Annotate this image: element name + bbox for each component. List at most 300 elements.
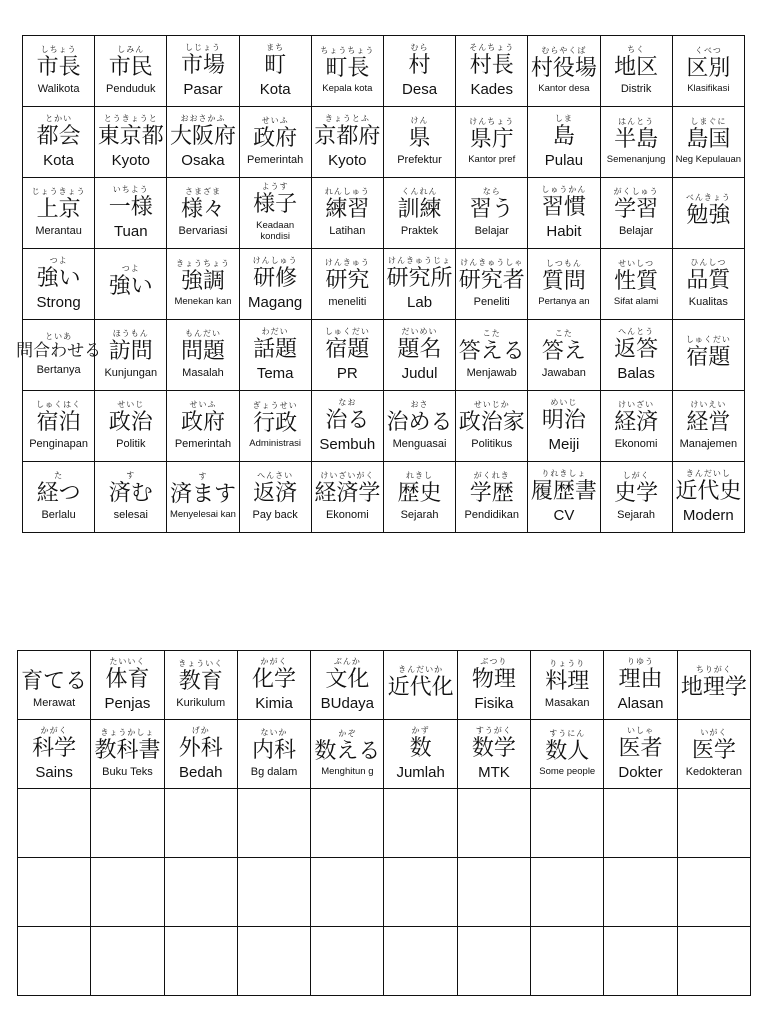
furigana-reading: ないか	[260, 728, 288, 738]
meaning-text: Tuan	[113, 223, 148, 241]
vocab-cell	[164, 789, 237, 858]
kanji-word: 研究	[325, 268, 370, 294]
kanji-word: 宿泊	[36, 410, 81, 436]
kanji-word: 育てる	[21, 669, 88, 695]
furigana-reading: けんきゅう	[324, 258, 370, 268]
kanji-word: 政治家	[458, 410, 525, 436]
vocab-cell	[311, 391, 383, 462]
furigana-reading: すうにん	[549, 728, 586, 738]
vocab-cell	[167, 391, 239, 462]
meaning-text: Merawat	[33, 697, 76, 710]
furigana-reading: りれきしょ	[541, 468, 587, 478]
table-row	[23, 391, 745, 462]
vocab-cell	[528, 462, 600, 533]
vocab-entry	[165, 720, 237, 788]
furigana-reading: せいふ	[189, 400, 217, 410]
meaning-text: Kyoto	[328, 152, 367, 170]
furigana-reading: なら	[482, 187, 501, 197]
furigana-reading: もんだい	[184, 329, 221, 339]
kanji-word: 勉強	[686, 203, 731, 229]
vocab-cell	[528, 178, 600, 249]
vocab-cell	[95, 320, 167, 391]
vocab-entry	[238, 927, 310, 995]
vocab-cell	[456, 36, 528, 107]
vocab-cell	[311, 789, 384, 858]
kanji-word: 様子	[253, 192, 298, 218]
kanji-word: 履歴書	[530, 478, 597, 504]
vocab-cell	[18, 789, 91, 858]
vocab-entry	[167, 249, 238, 319]
meaning-text: MTK	[478, 764, 510, 782]
vocab-entry	[678, 858, 750, 926]
vocab-cell	[384, 858, 457, 927]
kanji-word: 東京都	[97, 123, 164, 149]
vocab-entry	[673, 320, 744, 390]
vocab-entry	[458, 720, 530, 788]
vocab-cell	[237, 789, 310, 858]
furigana-reading: こた	[554, 329, 573, 339]
vocab-cell	[384, 789, 457, 858]
table-row	[18, 720, 751, 789]
furigana-reading: しま	[554, 113, 573, 123]
meaning-text: Pulau	[544, 152, 584, 170]
kanji-word: 訓練	[397, 197, 442, 223]
kanji-word: 様々	[180, 197, 225, 223]
kanji-word: 県	[408, 126, 431, 152]
vocab-cell	[91, 927, 164, 996]
furigana-reading: こた	[482, 329, 501, 339]
meaning-text: meneliti	[328, 296, 367, 309]
furigana-reading: ちょうちょう	[320, 45, 375, 55]
meaning-text: Modern	[682, 507, 734, 525]
vocab-cell	[672, 462, 744, 533]
vocab-entry	[312, 391, 383, 461]
furigana-reading: おおさかふ	[180, 113, 226, 123]
meaning-text: Ekonomi	[325, 509, 369, 522]
vocab-cell	[383, 249, 455, 320]
furigana-reading: しつもん	[545, 258, 582, 268]
vocab-cell	[531, 858, 604, 927]
kanji-word: 大阪府	[169, 123, 236, 149]
vocab-entry	[23, 391, 94, 461]
vocab-entry	[458, 858, 530, 926]
vocab-entry	[384, 651, 456, 719]
meaning-text: Pemerintah	[247, 154, 304, 167]
vocab-cell	[23, 36, 95, 107]
vocab-entry	[95, 178, 166, 248]
vocab-entry	[238, 651, 310, 719]
kanji-word: 政治	[108, 410, 153, 436]
kanji-word: 教科書	[94, 738, 161, 764]
furigana-reading: だいめい	[401, 326, 438, 336]
kanji-word: 数	[409, 735, 432, 761]
meaning-text: selesai	[113, 509, 148, 522]
vocab-cell	[239, 391, 311, 462]
meaning-text: Semenanjung	[606, 154, 666, 166]
meaning-text: Klasifikasi	[687, 83, 730, 95]
vocab-entry	[167, 178, 238, 248]
furigana-reading: ぶつり	[480, 656, 508, 666]
vocab-entry	[456, 107, 527, 177]
furigana-reading: れきし	[406, 471, 434, 481]
meaning-text: Neg Kepulauan	[675, 154, 742, 166]
kanji-word: 研究者	[458, 268, 525, 294]
vocab-entry	[167, 462, 238, 532]
vocab-entry	[531, 651, 603, 719]
vocab-entry	[312, 249, 383, 319]
meaning-text: Menekan kan	[174, 296, 232, 308]
vocab-cell	[600, 320, 672, 391]
kanji-word: 答える	[458, 339, 525, 365]
furigana-reading: きょうかしょ	[100, 728, 155, 738]
meaning-text: Judul	[401, 365, 438, 383]
vocab-cell	[457, 858, 530, 927]
kanji-word: 数人	[545, 738, 590, 764]
vocab-cell	[677, 789, 750, 858]
furigana-reading: ようす	[261, 182, 289, 192]
meaning-text: Berlalu	[41, 509, 76, 522]
vocab-cell	[672, 391, 744, 462]
vocab-entry	[91, 651, 163, 719]
furigana-reading: はんとう	[618, 116, 655, 126]
vocab-entry	[384, 927, 456, 995]
kanji-word: 県庁	[469, 126, 514, 152]
kanji-word: 近代史	[675, 478, 742, 504]
meaning-text: Politikus	[471, 438, 513, 451]
meaning-text: Kantor pref	[468, 154, 516, 166]
vocab-entry	[312, 462, 383, 532]
meaning-text: Walikota	[37, 83, 80, 96]
meaning-text: Kualitas	[688, 296, 728, 309]
vocab-cell	[311, 178, 383, 249]
vocab-cell	[528, 320, 600, 391]
furigana-reading: しゅくだい	[324, 326, 370, 336]
kanji-word: 練習	[325, 197, 370, 223]
meaning-text: Kimia	[255, 695, 293, 713]
vocab-entry	[165, 927, 237, 995]
furigana-reading: めいじ	[550, 397, 578, 407]
meaning-text: Kunjungan	[104, 367, 158, 380]
vocab-entry	[18, 651, 90, 719]
meaning-text: Menjawab	[466, 367, 517, 380]
furigana-reading: とかい	[45, 113, 73, 123]
vocab-cell	[672, 178, 744, 249]
vocab-entry	[91, 720, 163, 788]
vocab-cell	[456, 178, 528, 249]
kanji-word: 返答	[614, 336, 659, 362]
kanji-word: 強調	[180, 268, 225, 294]
vocab-cell	[672, 249, 744, 320]
vocab-cell	[672, 107, 744, 178]
kanji-word: 文化	[325, 666, 370, 692]
vocab-cell	[167, 462, 239, 533]
vocab-entry	[165, 789, 237, 857]
vocab-entry	[240, 178, 311, 248]
vocab-table-1	[16, 35, 745, 533]
vocab-cell	[239, 462, 311, 533]
vocab-cell	[95, 178, 167, 249]
table-row	[23, 249, 745, 320]
kanji-word: 強い	[108, 274, 153, 300]
vocab-entry	[604, 858, 676, 926]
meaning-text: Politik	[116, 438, 146, 451]
vocab-cell	[95, 36, 167, 107]
meaning-text: Menguasai	[392, 438, 447, 451]
vocab-cell	[456, 391, 528, 462]
vocab-entry	[678, 927, 750, 995]
vocab-entry	[528, 178, 599, 248]
kanji-word: 習う	[469, 197, 514, 223]
kanji-word: 地区	[614, 55, 659, 81]
vocab-cell	[384, 720, 457, 789]
furigana-reading: いちよう	[112, 184, 149, 194]
furigana-reading: むらやくば	[541, 45, 587, 55]
furigana-reading: ぎょうせい	[252, 400, 298, 410]
vocab-entry	[384, 720, 456, 788]
kanji-word: 町長	[325, 55, 370, 81]
furigana-reading: けいえい	[690, 400, 727, 410]
furigana-reading: せいじ	[117, 400, 145, 410]
vocab-entry	[91, 858, 163, 926]
vocab-entry	[165, 858, 237, 926]
vocab-cell	[528, 107, 600, 178]
vocab-cell	[672, 36, 744, 107]
kanji-word: 上京	[36, 197, 81, 223]
meaning-text: Latihan	[329, 225, 366, 238]
meaning-text: Sains	[35, 764, 73, 782]
vocab-entry	[95, 391, 166, 461]
furigana-reading: かがく	[40, 725, 68, 735]
meaning-text: Magang	[248, 294, 303, 312]
vocab-cell	[457, 789, 530, 858]
vocab-cell	[528, 36, 600, 107]
kanji-word: 習慣	[541, 194, 586, 220]
vocab-entry	[528, 36, 599, 106]
furigana-reading: けいざい	[618, 400, 655, 410]
kanji-word: 答え	[541, 339, 586, 365]
vocab-entry	[91, 927, 163, 995]
vocab-cell	[600, 462, 672, 533]
vocab-cell	[311, 107, 383, 178]
vocab-cell	[167, 249, 239, 320]
vocab-cell	[237, 651, 310, 720]
furigana-reading: へんとう	[618, 326, 655, 336]
meaning-text: Kantor desa	[538, 83, 590, 95]
vocab-cell	[600, 107, 672, 178]
furigana-reading: せいふ	[261, 116, 289, 126]
table-row	[18, 927, 751, 996]
vocab-entry	[95, 320, 166, 390]
vocab-cell	[23, 107, 95, 178]
kanji-word: 地理学	[680, 675, 747, 701]
furigana-reading: くんれん	[401, 187, 438, 197]
vocab-cell	[456, 320, 528, 391]
vocab-entry	[604, 651, 676, 719]
vocab-entry	[23, 178, 94, 248]
vocab-cell	[383, 391, 455, 462]
furigana-reading: けんちょう	[469, 116, 515, 126]
meaning-text: Bervariasi	[178, 225, 228, 238]
table-row	[23, 320, 745, 391]
kanji-word: 問合わせる	[16, 340, 102, 361]
vocab-entry	[18, 927, 90, 995]
vocab-cell	[23, 391, 95, 462]
furigana-reading: かぞ	[338, 728, 357, 738]
vocab-cell	[237, 720, 310, 789]
furigana-reading: ぶんか	[333, 656, 361, 666]
meaning-text: Penjas	[104, 695, 151, 713]
vocab-entry	[311, 651, 383, 719]
vocab-cell	[23, 178, 95, 249]
vocab-entry	[311, 720, 383, 788]
meaning-text: Buku Teks	[102, 766, 153, 779]
kanji-word: 題名	[397, 336, 442, 362]
vocab-cell	[91, 651, 164, 720]
furigana-reading: ちく	[627, 45, 646, 55]
meaning-text: Penduduk	[106, 83, 156, 96]
furigana-reading: とうきょうと	[103, 113, 158, 123]
vocab-entry	[95, 249, 166, 319]
meaning-text: Sembuh	[319, 436, 376, 454]
furigana-reading: おさ	[410, 400, 429, 410]
vocab-cell	[239, 107, 311, 178]
kanji-word: 科学	[32, 735, 77, 761]
kanji-word: 経済学	[314, 481, 381, 507]
vocab-entry	[240, 462, 311, 532]
vocab-entry	[673, 249, 744, 319]
meaning-text: Sifat alami	[613, 296, 659, 308]
furigana-reading: きんだいか	[398, 665, 444, 675]
vocab-cell	[311, 927, 384, 996]
kanji-word: 区別	[686, 55, 731, 81]
vocab-cell	[239, 320, 311, 391]
kanji-word: 史学	[614, 481, 659, 507]
meaning-text: Sejarah	[617, 509, 656, 522]
vocab-entry	[240, 36, 311, 106]
meaning-text: Ekonomi	[614, 438, 658, 451]
meaning-text: Kurikulum	[176, 697, 226, 710]
vocab-entry	[604, 720, 676, 788]
vocab-entry	[23, 107, 94, 177]
kanji-word: 料理	[545, 669, 590, 695]
vocab-entry	[165, 651, 237, 719]
furigana-reading: た	[54, 471, 64, 481]
vocab-cell	[311, 462, 383, 533]
vocab-cell	[456, 107, 528, 178]
furigana-reading: きょういく	[178, 659, 224, 669]
vocab-cell	[604, 651, 677, 720]
meaning-text: Strong	[36, 294, 81, 312]
vocab-entry	[311, 789, 383, 857]
meaning-text: Prefektur	[397, 154, 442, 167]
furigana-reading: まち	[266, 42, 285, 52]
vocab-entry	[528, 462, 599, 532]
vocab-entry	[601, 107, 672, 177]
vocab-entry	[384, 178, 455, 248]
meaning-text: Menyelesai kan	[169, 509, 236, 521]
vocab-cell	[672, 320, 744, 391]
meaning-text: Osaka	[181, 152, 225, 170]
vocab-cell	[531, 651, 604, 720]
meaning-text: Desa	[402, 81, 438, 99]
kanji-word: 研究所	[386, 265, 453, 291]
table-row	[23, 462, 745, 533]
vocab-entry	[531, 720, 603, 788]
meaning-text: Lab	[407, 294, 433, 312]
kanji-word: 物理	[471, 666, 516, 692]
meaning-text: Sejarah	[400, 509, 439, 522]
vocab-cell	[18, 720, 91, 789]
meaning-text: CV	[553, 507, 575, 525]
meaning-text: Peneliti	[473, 296, 510, 309]
vocab-cell	[91, 789, 164, 858]
kanji-word: 町	[264, 52, 287, 78]
meaning-text: Distrik	[620, 83, 652, 96]
furigana-reading: す	[198, 471, 208, 481]
kanji-word: 学習	[614, 197, 659, 223]
kanji-word: 性質	[614, 268, 659, 294]
meaning-text: Dokter	[618, 764, 663, 782]
vocab-cell	[383, 107, 455, 178]
vocab-entry	[384, 858, 456, 926]
vocab-entry	[678, 720, 750, 788]
meaning-text: Kota	[43, 152, 75, 170]
vocab-entry	[95, 107, 166, 177]
furigana-reading: りゆう	[627, 656, 655, 666]
kanji-word: 村長	[469, 52, 514, 78]
vocab-entry	[673, 107, 744, 177]
kanji-word: 医学	[691, 738, 736, 764]
furigana-reading: しじょう	[184, 42, 221, 52]
vocab-cell	[311, 651, 384, 720]
vocab-cell	[383, 462, 455, 533]
vocab-entry	[458, 789, 530, 857]
kanji-word: 市長	[36, 55, 81, 81]
vocab-entry	[528, 107, 599, 177]
vocab-entry	[240, 391, 311, 461]
meaning-text: Praktek	[400, 225, 439, 238]
furigana-reading: れんしゅう	[324, 187, 370, 197]
kanji-word: 学歴	[469, 481, 514, 507]
vocab-cell	[237, 858, 310, 927]
meaning-text: Administrasi	[249, 438, 302, 450]
furigana-reading: せいしつ	[618, 258, 655, 268]
vocab-entry	[167, 320, 238, 390]
vocab-cell	[383, 320, 455, 391]
meaning-text: Alasan	[617, 695, 664, 713]
vocab-entry	[95, 36, 166, 106]
furigana-reading: けいざいがく	[320, 471, 375, 481]
meaning-text: Kedokteran	[685, 766, 742, 779]
vocab-cell	[528, 249, 600, 320]
vocab-table-2	[17, 650, 751, 996]
vocab-entry	[678, 651, 750, 719]
vocab-cell	[311, 858, 384, 927]
vocab-entry	[604, 789, 676, 857]
kanji-word: 村	[408, 52, 431, 78]
kanji-word: 研修	[253, 265, 298, 291]
vocab-entry	[601, 391, 672, 461]
meaning-text: Keadaan kondisi	[256, 219, 295, 242]
vocab-cell	[18, 858, 91, 927]
furigana-reading: がくしゅう	[613, 187, 659, 197]
meaning-text: Tema	[256, 365, 294, 383]
furigana-reading: けんきゅうしゃ	[460, 258, 524, 268]
furigana-reading: つよ	[49, 255, 68, 265]
vocab-cell	[384, 927, 457, 996]
vocab-cell	[239, 249, 311, 320]
vocab-cell	[23, 249, 95, 320]
